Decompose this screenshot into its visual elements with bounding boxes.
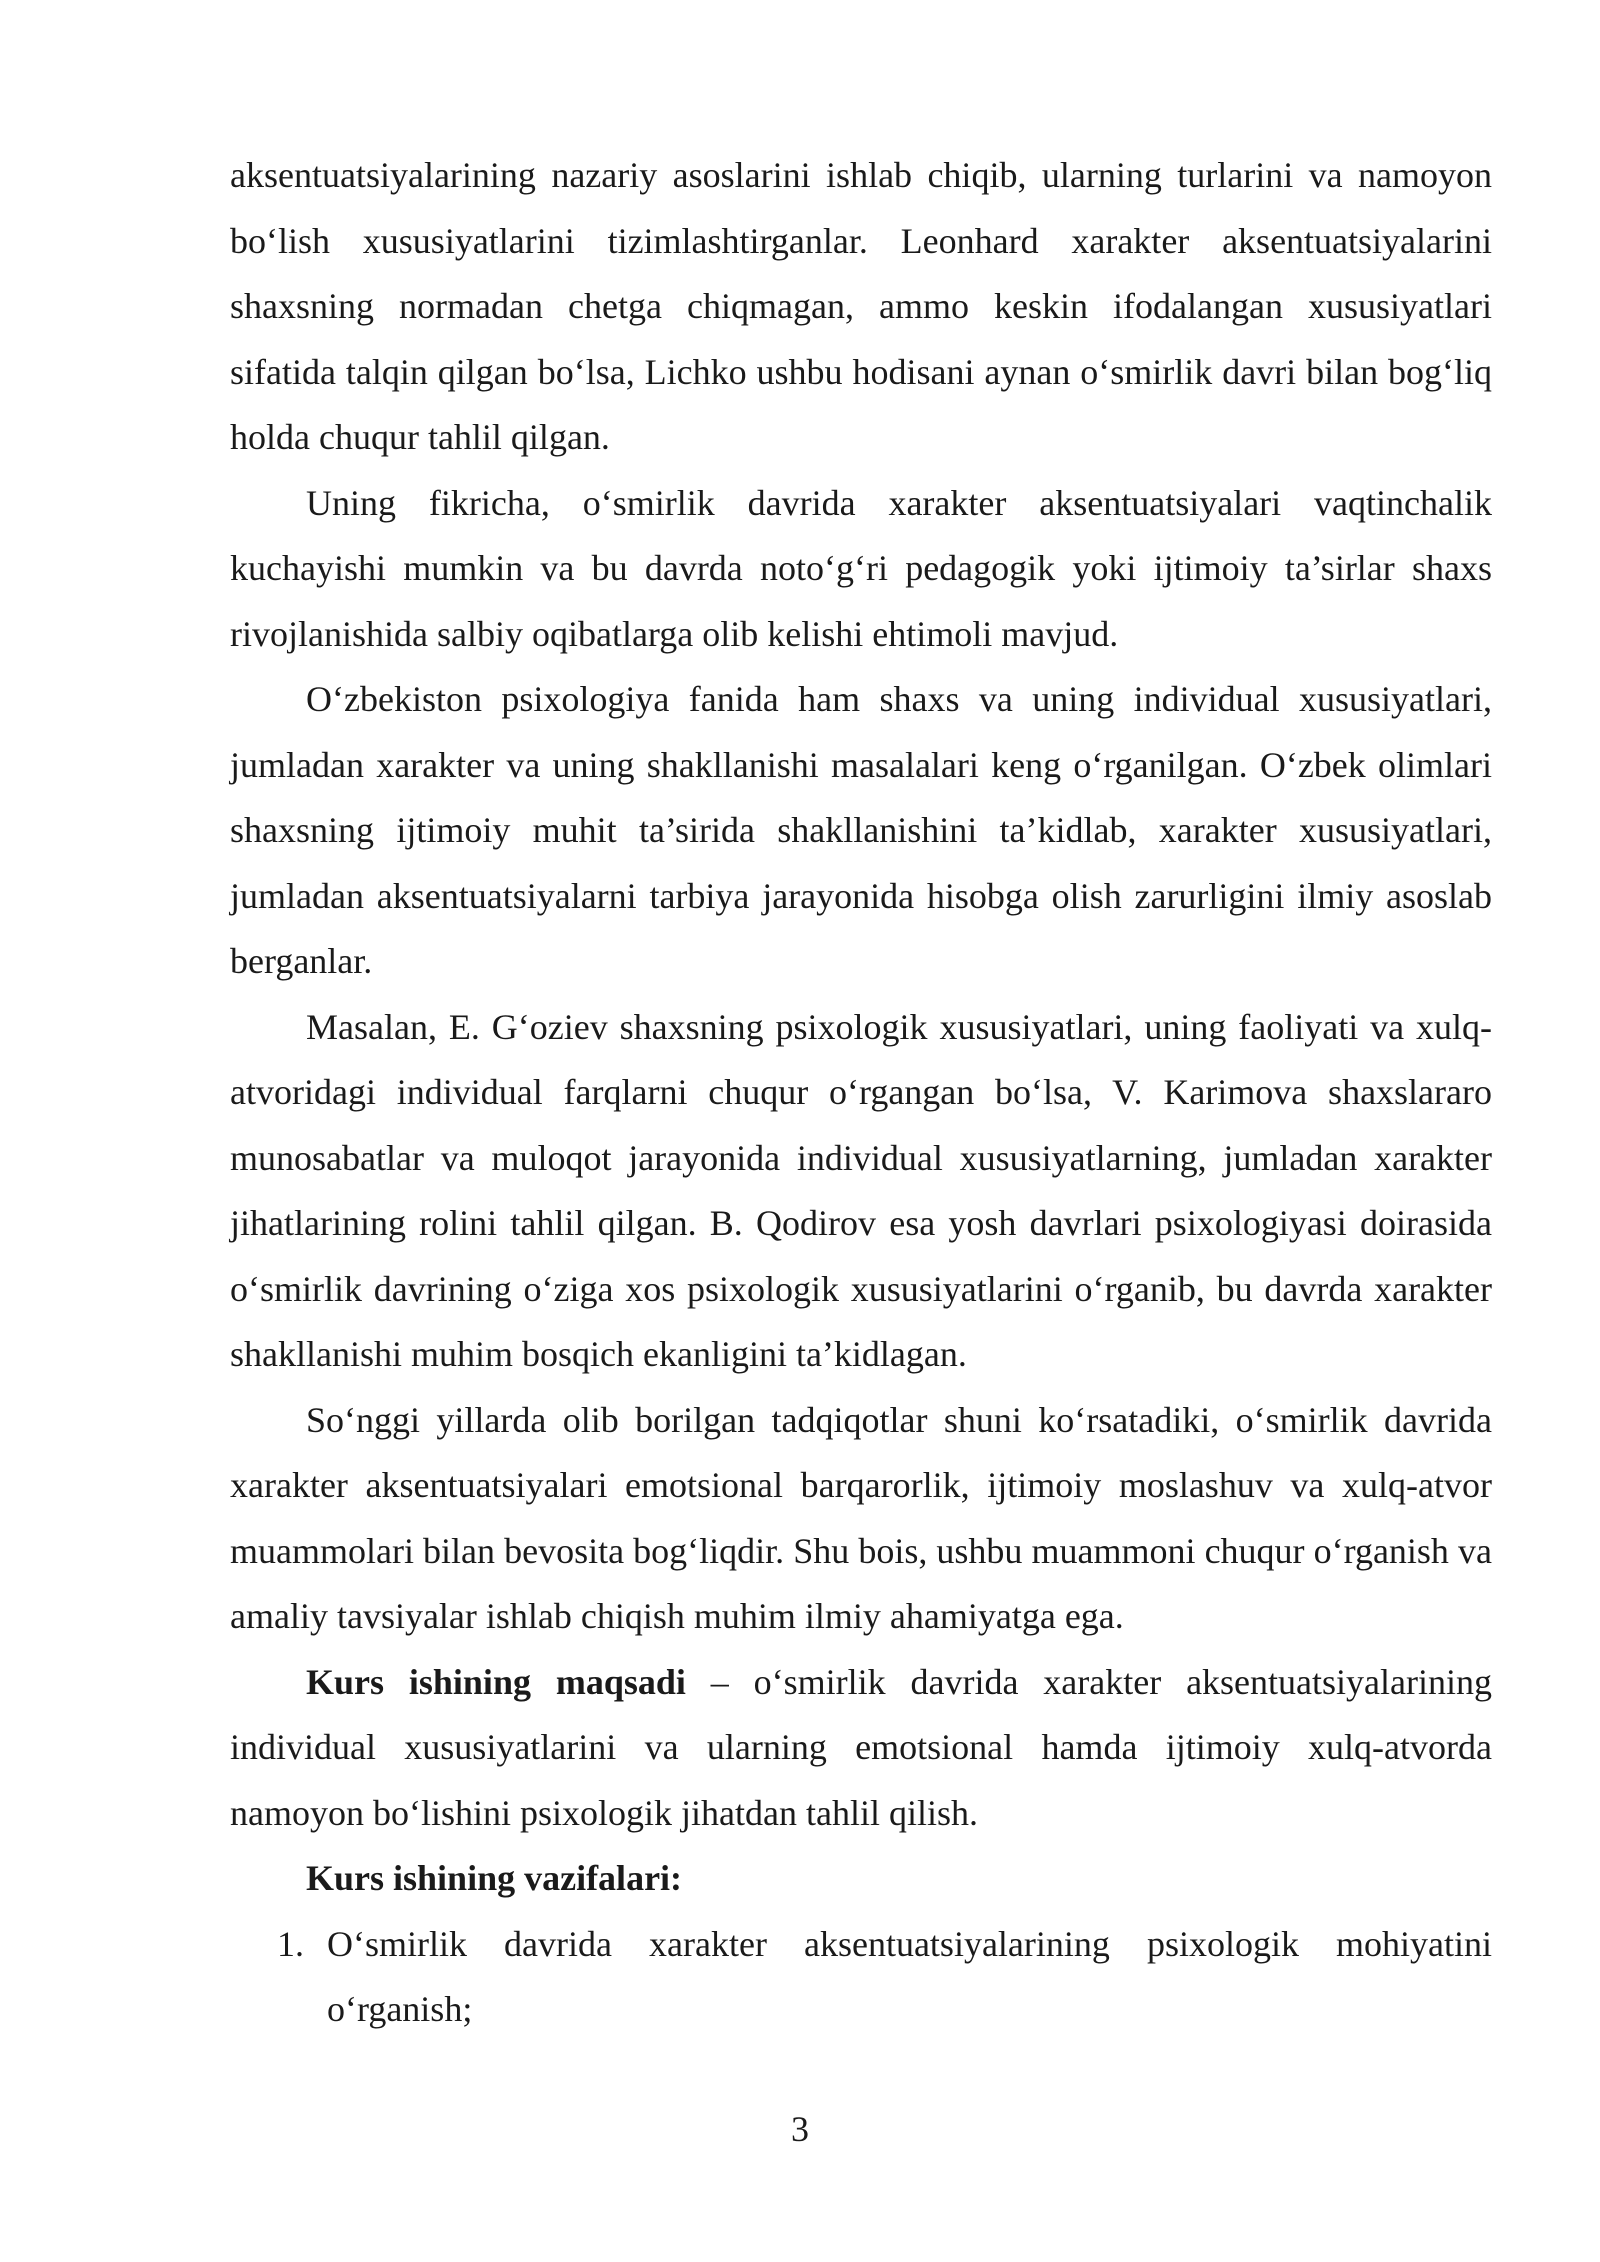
list-item-text: O‘smirlik davrida xarakter aksentuatsiyalarining psixologik mohiyatini o‘rganish; — [327, 1923, 1492, 2029]
tasks-heading: Kurs ishining vazifalari: — [306, 1858, 683, 1898]
paragraph-uzbek-psychology: O‘zbekiston psixologiya fanida ham shaxs va uning individual xususiyatlari, jumladan xarakter va uning shakllanishi masalalari keng o‘rganilgan. O‘zbek olimlari shaxsning ijtimoiy muhit ta’sirida shakllanishini ta’kidlab, xarakter xususiyatlari, jumladan aksentuatsiyalarni tarbiya jarayonida hisobga olish zarurligini ilmiy asoslab berganlar. — [230, 679, 1492, 981]
paragraph-recent-research: So‘nggi yillarda olib borilgan tadqiqotlar shuni ko‘rsatadiki, o‘smirlik davrida xarakter aksentuatsiyalari emotsional barqarorlik, ijtimoiy moslashuv va xulq-atvor muammolari bilan bevosita bog‘liqdir. Shu bois, ushbu muammoni chuqur o‘rganish va amaliy tavsiyalar ishlab chiqish muhim ilmiy ahamiyatga ega. — [230, 1399, 1492, 1636]
list-item — [230, 1912, 1492, 2043]
list-item-number: 1. — [277, 1923, 304, 1964]
paragraph-uzbek-scholars: Masalan, E. G‘oziev shaxsning psixologik xususiyatlari, uning faoliyati va xulq-atvoridagi individual farqlarni chuqur o‘rgangan bo‘lsa, V. Karimova shaxslararo munosabatlar va muloqot jarayonida individual xususiyatlarning, jumladan xarakter jihatlarining rolini tahlil qilgan. B. Qodirov esa yosh davrlari psixologiyasi doirasida o‘smirlik davrining o‘ziga xos psixologik xususiyatlarini o‘rganib, bu davrda xarakter shakllanishi muhim bosqich ekanligini ta’kidlagan. — [230, 1006, 1492, 1374]
goal-label: Kurs ishining maqsadi — [306, 1661, 686, 1702]
paragraph-lichko-opinion: Uning fikricha, o‘smirlik davrida xarakter aksentuatsiyalari vaqtinchalik kuchayishi mumkin va bu davrda noto‘g‘ri pedagogik yoki ijtimoiy ta’sirlar shaxs rivojlanishida salbiy oqibatlarga olib kelishi ehtimoli mavjud. — [230, 482, 1492, 654]
page-number: 3 — [791, 2109, 809, 2149]
goal-text: – o‘smirlik davrida xarakter aksentuatsiyalarining individual xususiyatlarini va ularning emotsional hamda ijtimoiy xulq-atvorda namoyon bo‘lishini psixologik jihatdan tahlil qilish. — [230, 1661, 1492, 1833]
body-text — [230, 143, 1492, 2043]
paragraph-course-goal — [230, 1650, 1492, 1847]
tasks-list — [230, 1912, 1492, 2043]
paragraph-continuation: aksentuatsiyalarining nazariy asoslarini ishlab chiqib, ularning turlarini va namoyon bo‘lish xususiyatlarini tizimlashtirganlar. Leonhard xarakter aksentuatsiyalarini shaxsning normadan chetga chiqmagan, ammo keskin ifodalangan xususiyatlari sifatida talqin qilgan bo‘lsa, Lichko ushbu hodisani aynan o‘smirlik davri bilan bog‘liq holda chuqur tahlil qilgan. — [230, 155, 1492, 457]
